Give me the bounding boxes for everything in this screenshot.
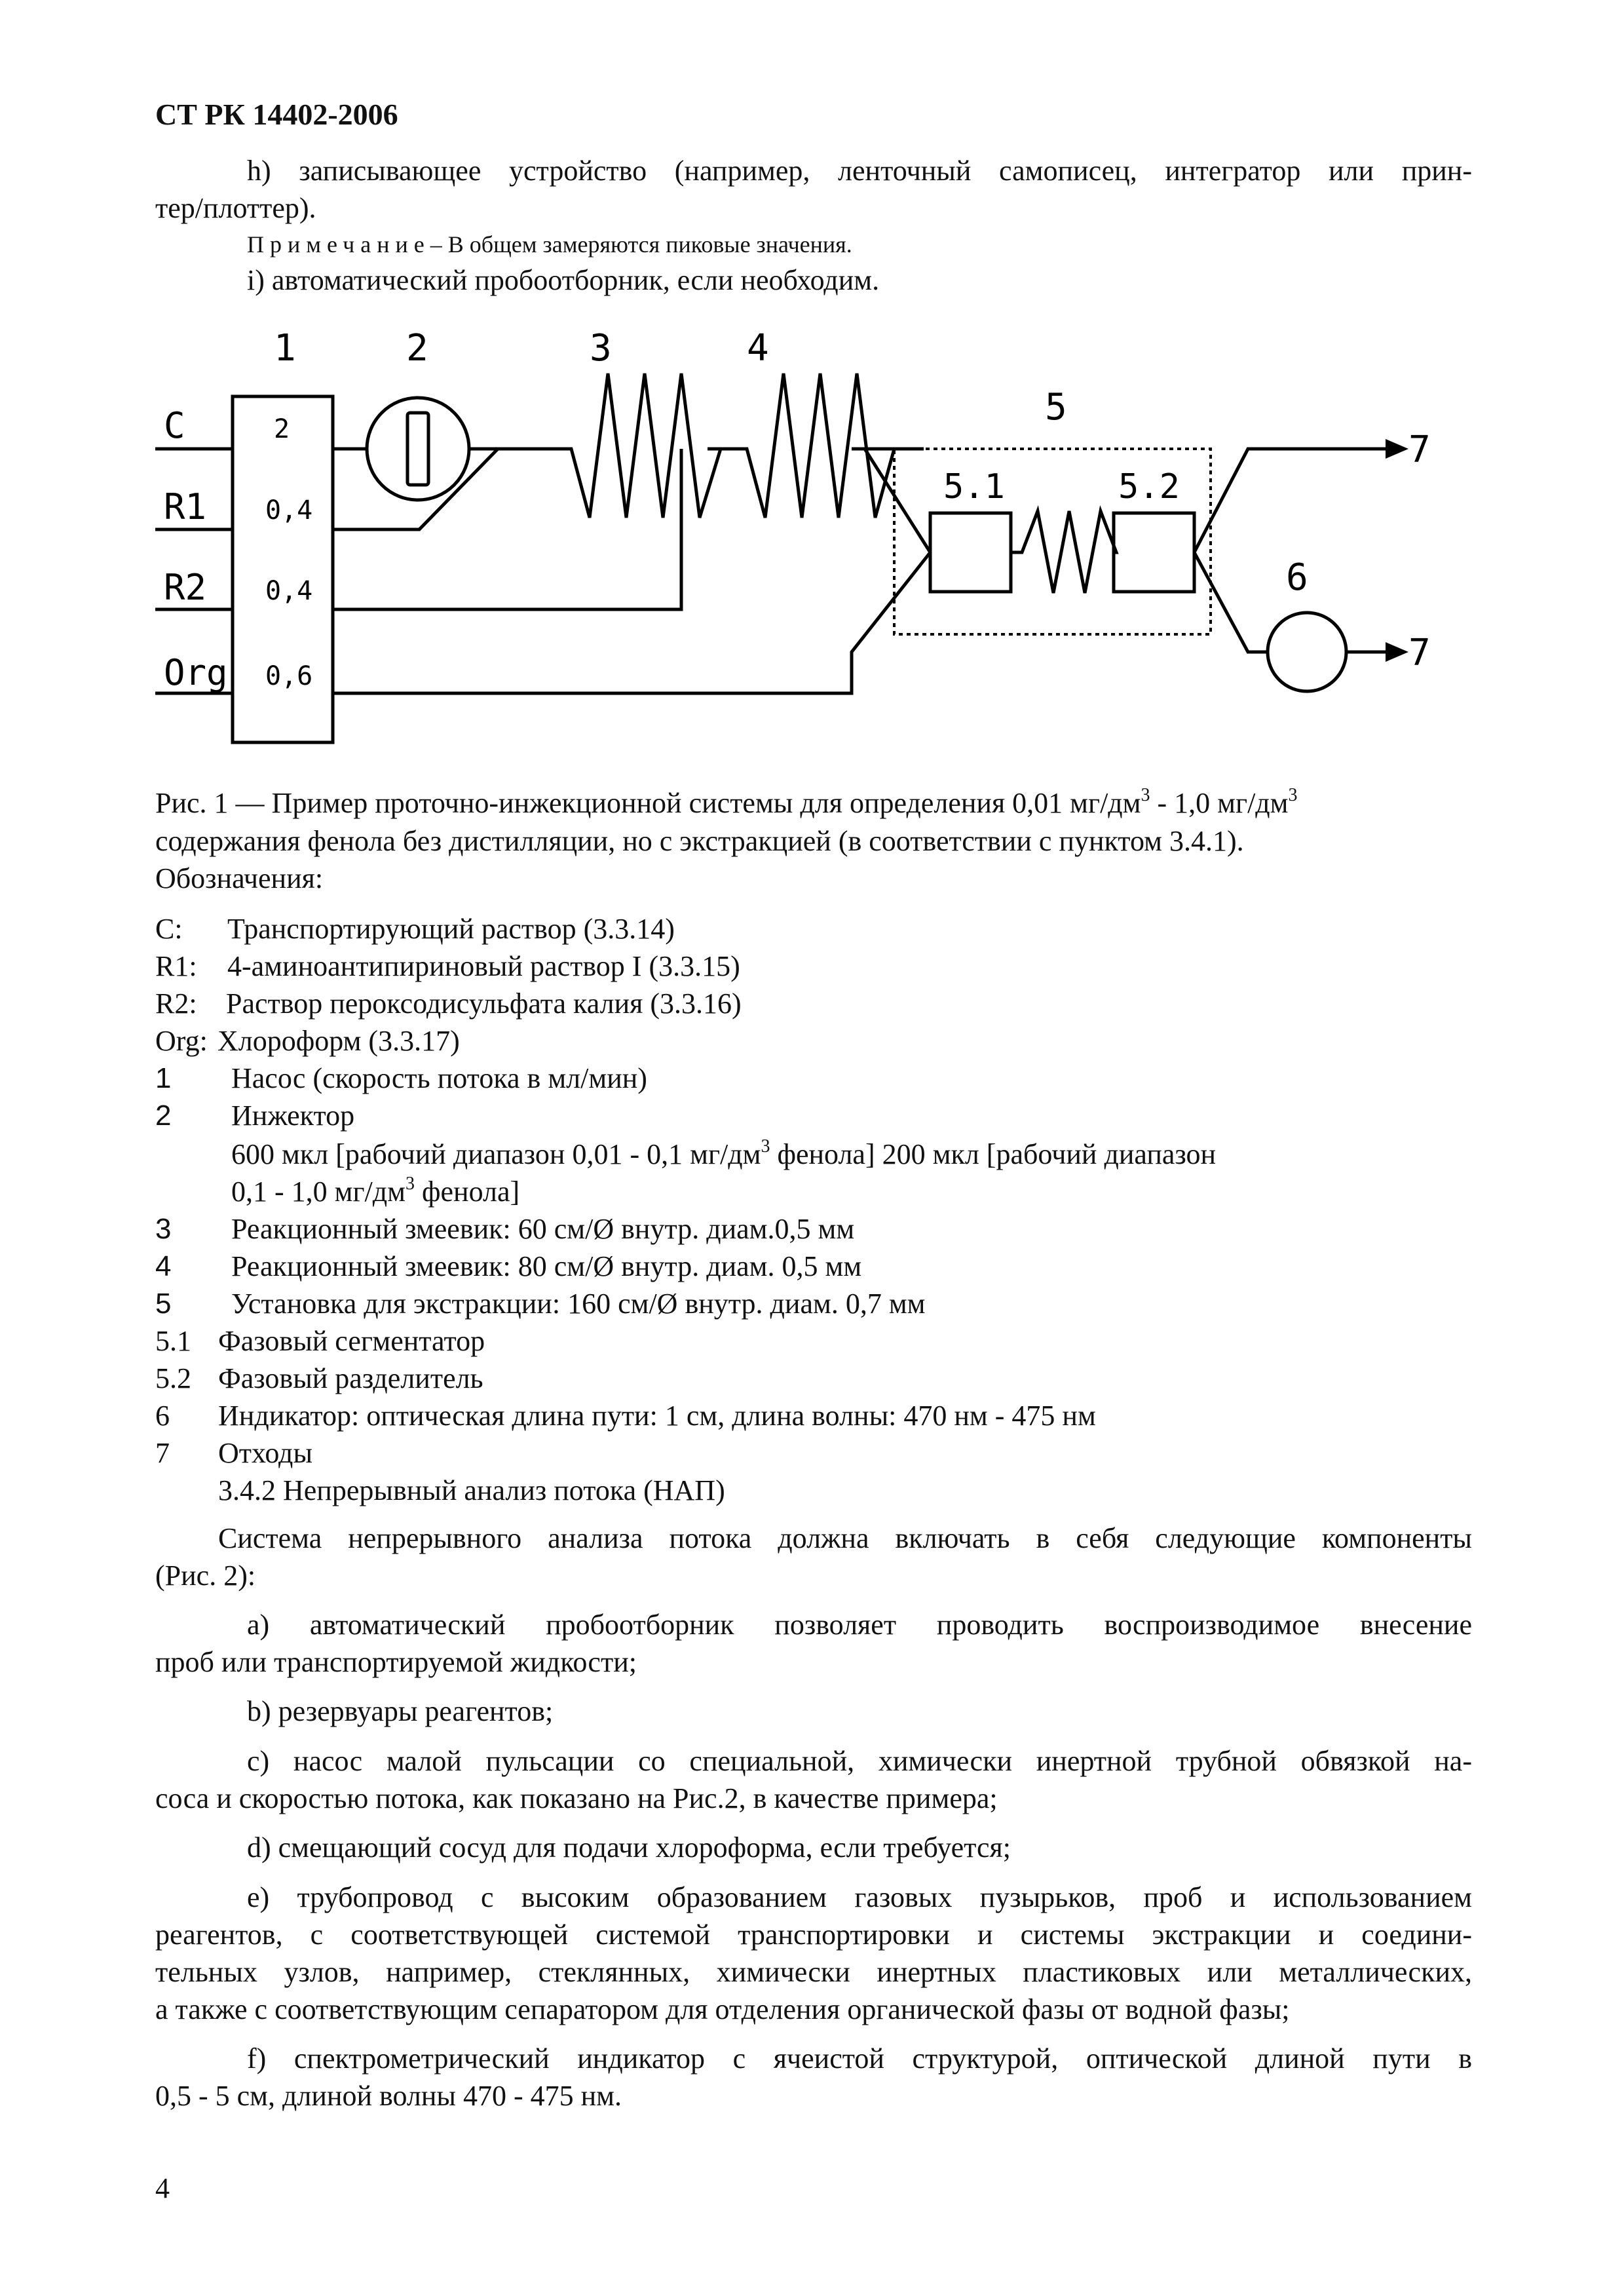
label-7-bottom: 7 bbox=[1408, 632, 1431, 674]
legend-text-2: Инжектор bbox=[231, 1100, 355, 1132]
item-f-line2: 0,5 - 5 см, длиной волны 470 - 475 нм. bbox=[155, 2080, 622, 2112]
legend-text-c: Транспортирующий раствор (3.3.14) bbox=[227, 913, 675, 945]
phase-segmenter bbox=[930, 513, 1011, 592]
legend-key-r2: R2: bbox=[155, 987, 197, 1020]
legend-key-3: 3 bbox=[155, 1213, 172, 1245]
legend-key-org: Org: bbox=[155, 1025, 208, 1057]
legend-text-1: Насос (скорость потока в мл/мин) bbox=[231, 1062, 647, 1094]
label-4: 4 bbox=[747, 327, 769, 370]
label-2: 2 bbox=[406, 327, 428, 370]
injector-sup-b: 3 bbox=[406, 1174, 415, 1194]
caption-text-a: Рис. 1 — Пример проточно-инжекционной системы для определения 0,01 мг/дм bbox=[155, 787, 1141, 819]
injector-text-c: 0,1 - 1,0 мг/дм bbox=[231, 1176, 406, 1208]
arrow-waste-1 bbox=[1386, 439, 1408, 459]
legend-text-org: Хлороформ (3.3.17) bbox=[217, 1025, 460, 1057]
note-label: Примечание bbox=[247, 231, 430, 258]
legend-key-7: 7 bbox=[155, 1437, 170, 1469]
legend-key-c: С: bbox=[155, 913, 183, 945]
rate-c: 2 bbox=[274, 414, 290, 444]
item-c-line1: c) насос малой пульсации со специальной, химически инертной трубной обвязкой на- bbox=[247, 1745, 1472, 1777]
line-label-c: C bbox=[164, 405, 185, 446]
item-h-line1: h) записывающее устройство (например, ленточный самописец, интегратор или прин- bbox=[247, 155, 1472, 187]
label-7-top: 7 bbox=[1408, 429, 1431, 471]
item-a-line1: a) автоматический пробоотборник позволяет проводить воспроизводимое внесение bbox=[247, 1609, 1472, 1641]
item-e-line2: реагентов, с соответствующей системой транспортировки и системы экстракции и соедини- bbox=[155, 1919, 1472, 1951]
document-header: СТ РК 14402-2006 bbox=[155, 98, 398, 131]
legend-key-5: 5 bbox=[155, 1288, 172, 1320]
intro-line1: Система непрерывного анализа потока должна включать в себя следующие компоненты bbox=[218, 1522, 1472, 1554]
rate-org: 0,6 bbox=[265, 661, 313, 691]
item-a-line2: проб или транспортируемой жидкости; bbox=[155, 1646, 637, 1678]
legend-key-6: 6 bbox=[155, 1400, 170, 1432]
label-5-1: 5.1 bbox=[943, 467, 1005, 507]
legend-text-r2: Раствор пероксодисульфата калия (3.3.16) bbox=[226, 987, 742, 1020]
legend-key-2: 2 bbox=[155, 1100, 172, 1132]
line-r1-merge bbox=[333, 449, 498, 529]
legend-key-4: 4 bbox=[155, 1250, 172, 1282]
item-e-line4: а также с соответствующим сепаратором для отделения органической фазы от водной фазы; bbox=[155, 1993, 1290, 2025]
section-heading: 3.4.2 Непрерывный анализ потока (НАП) bbox=[218, 1474, 725, 1506]
legend-text-5: Установка для экстракции: 160 см/Ø внутр. диам. 0,7 мм bbox=[231, 1288, 926, 1320]
injector-detail-line2 bbox=[231, 1174, 519, 1210]
arrow-waste-2 bbox=[1386, 642, 1408, 662]
detector-symbol bbox=[1268, 613, 1346, 691]
page-number: 4 bbox=[155, 2172, 170, 2204]
item-e-line3: тельных узлов, например, стеклянных, химически инертных пластиковых или металлических, bbox=[155, 1956, 1472, 1988]
injector-sup-a: 3 bbox=[761, 1136, 770, 1157]
item-h-line2: тер/плоттер). bbox=[155, 192, 316, 224]
line-label-org: Org bbox=[164, 652, 228, 693]
label-3: 3 bbox=[590, 327, 612, 370]
injector-text-b: фенола] 200 мкл [рабочий диапазон bbox=[770, 1138, 1217, 1170]
legend-text-3: Реакционный змеевик: 60 см/Ø внутр. диам.0,5 мм bbox=[231, 1213, 855, 1245]
caption-sup-a: 3 bbox=[1141, 785, 1150, 805]
extraction-coil bbox=[1011, 511, 1116, 593]
injector-text-d: фенола] bbox=[415, 1176, 520, 1208]
line-waste-1 bbox=[1194, 449, 1389, 552]
line-org-merge bbox=[333, 552, 930, 693]
item-f-line1: f) спектрометрический индикатор с ячеистой структурой, оптической длиной пути в bbox=[247, 2042, 1472, 2075]
legend-key-5-2: 5.2 bbox=[155, 1362, 191, 1394]
reaction-coil-3 bbox=[550, 373, 727, 518]
rate-r1: 0,4 bbox=[265, 495, 313, 526]
item-e-line1: e) трубопровод с высоким образованием газовых пузырьков, проб и использованием bbox=[247, 1881, 1472, 1913]
legend-text-r1: 4-аминоантипириновый раствор I (3.3.15) bbox=[227, 950, 740, 982]
rate-r2: 0,4 bbox=[265, 576, 313, 606]
label-5: 5 bbox=[1045, 386, 1067, 429]
injector-text-a: 600 мкл [рабочий диапазон 0,01 - 0,1 мг/дм bbox=[231, 1138, 761, 1170]
label-6: 6 bbox=[1286, 556, 1308, 599]
legend-text-5-2: Фазовый разделитель bbox=[218, 1362, 483, 1394]
legend-text-6: Индикатор: оптическая длина пути: 1 см, длина волны: 470 нм - 475 нм bbox=[218, 1400, 1096, 1432]
line-label-r2: R2 bbox=[164, 567, 207, 608]
note-text: – В общем замеряются пиковые значения. bbox=[430, 231, 852, 258]
line-label-r1: R1 bbox=[164, 486, 207, 527]
legend-text-4: Реакционный змеевик: 80 см/Ø внутр. диам. 0,5 мм bbox=[231, 1250, 862, 1282]
line-to-detector bbox=[1194, 552, 1268, 652]
item-c-line2: соса и скоростью потока, как показано на Рис.2, в качестве примера; bbox=[155, 1782, 998, 1814]
legend-title: Обозначения: bbox=[155, 862, 324, 894]
item-b: b) резервуары реагентов; bbox=[247, 1695, 554, 1727]
figure-caption-line2: содержания фенола без дистилляции, но с экстракцией (в соответствии с пунктом 3.4.1). bbox=[155, 825, 1244, 857]
flow-injection-diagram bbox=[0, 0, 1624, 773]
caption-sup-b: 3 bbox=[1288, 785, 1298, 805]
intro-line2: (Рис. 2): bbox=[155, 1559, 256, 1592]
label-1: 1 bbox=[274, 327, 296, 370]
phase-separator bbox=[1114, 513, 1194, 592]
figure-caption-line1 bbox=[155, 785, 1298, 822]
legend-text-7: Отходы bbox=[218, 1437, 313, 1469]
label-5-2: 5.2 bbox=[1118, 467, 1180, 507]
item-i: i) автоматический пробоотборник, если необходим. bbox=[247, 264, 880, 296]
legend-key-5-1: 5.1 bbox=[155, 1325, 191, 1357]
item-d: d) смещающий сосуд для подачи хлороформа, если требуется; bbox=[247, 1831, 1011, 1864]
injector-detail-line1 bbox=[231, 1136, 1216, 1173]
legend-text-5-1: Фазовый сегментатор bbox=[218, 1325, 485, 1357]
legend-key-1: 1 bbox=[155, 1062, 172, 1094]
injector-slot bbox=[407, 413, 428, 485]
caption-text-b: - 1,0 мг/дм bbox=[1150, 787, 1289, 819]
legend-key-r1: R1: bbox=[155, 950, 197, 982]
